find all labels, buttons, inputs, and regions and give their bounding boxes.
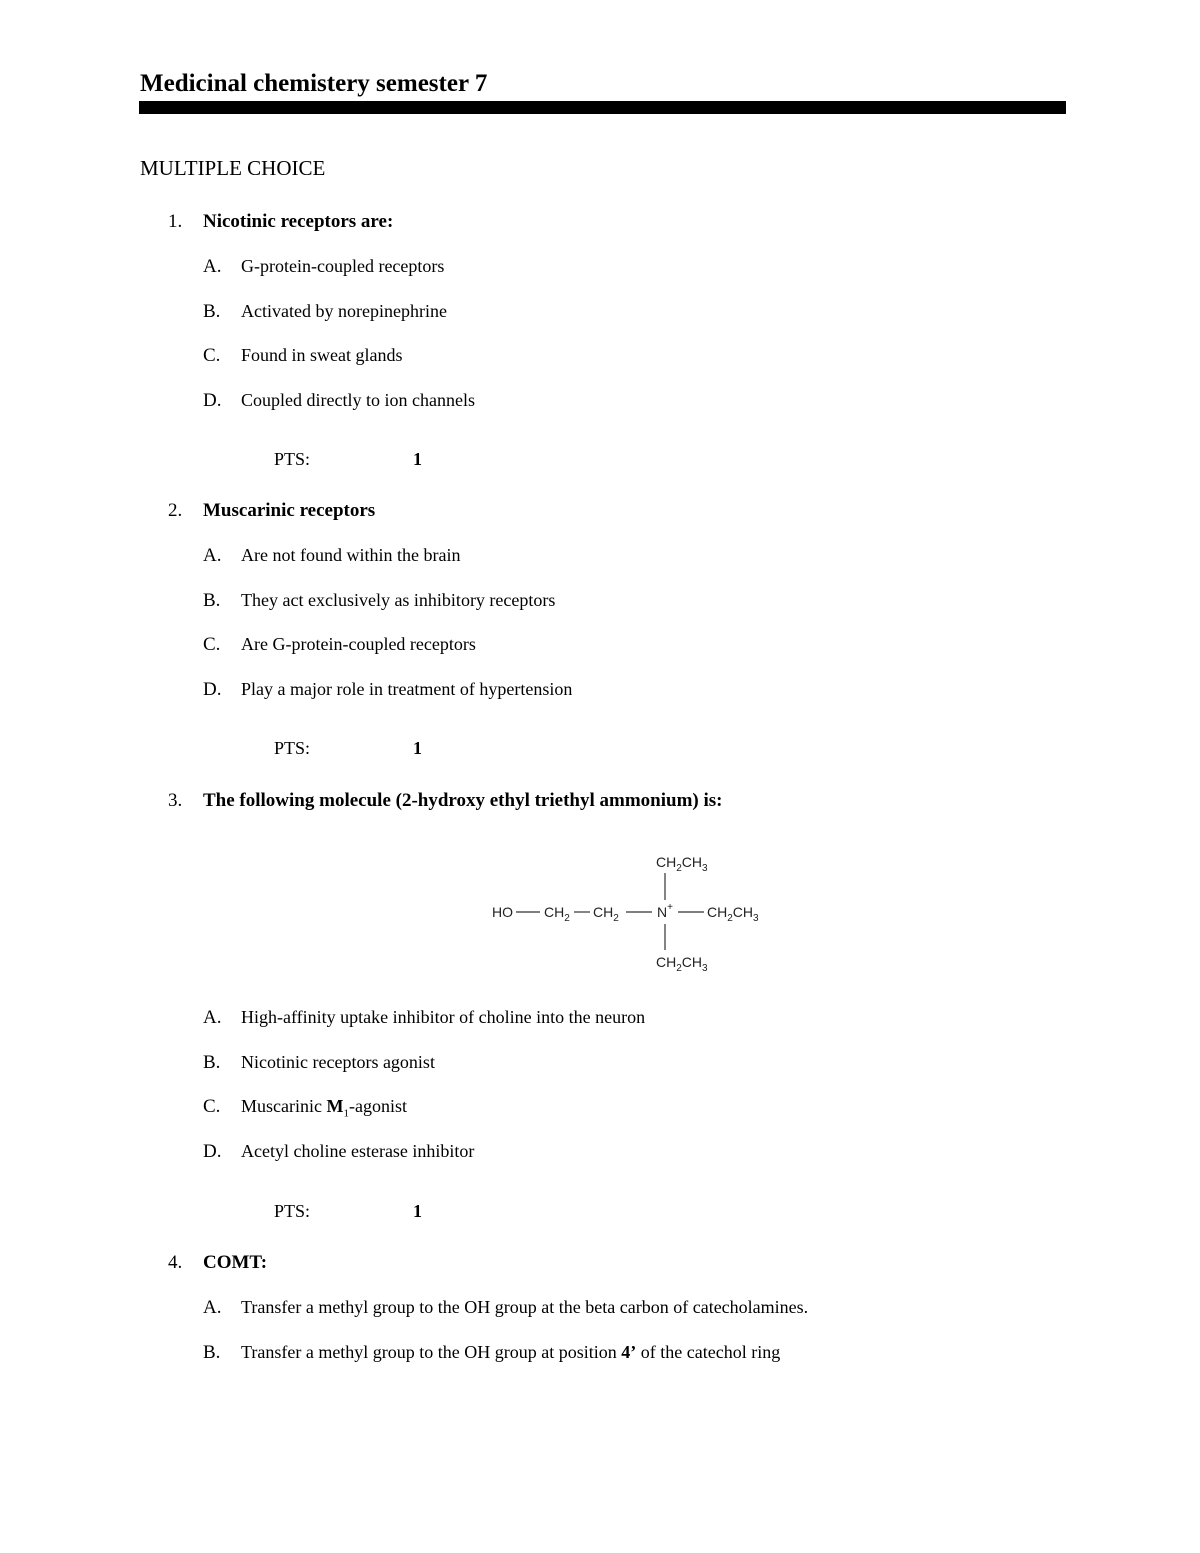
- option-text: Are G-protein-coupled receptors: [241, 634, 476, 654]
- atom-label: CH: [656, 854, 677, 870]
- option-letter: C.: [203, 634, 221, 655]
- atom-label: CH: [593, 904, 614, 920]
- title-rule: [139, 101, 1066, 114]
- question-text: The following molecule (2-hydroxy ethyl triethyl ammonium) is:: [203, 790, 723, 811]
- subscript: 3: [753, 913, 759, 924]
- question-number: 3.: [168, 790, 183, 811]
- points-value: 1: [413, 1201, 422, 1221]
- charge: +: [667, 902, 673, 913]
- option-text-part: of the catechol ring: [636, 1342, 781, 1362]
- option-letter: B.: [203, 1342, 221, 1363]
- option-text-subscript: 1: [343, 1107, 349, 1120]
- question-number: 1.: [168, 211, 183, 232]
- atom-label: N: [657, 904, 668, 920]
- option-text-part: -agonist: [348, 1096, 407, 1116]
- svg-text:CH2: [544, 904, 570, 924]
- option-text: G-protein-coupled receptors: [241, 256, 445, 276]
- option-letter: A.: [203, 545, 222, 566]
- option-text: Transfer a methyl group to the OH group at the beta carbon of catecholamines.: [241, 1297, 809, 1317]
- option-letter: B.: [203, 1052, 221, 1073]
- svg-text:CH2: [593, 904, 619, 924]
- question-number: 2.: [168, 500, 183, 521]
- atom-label: CH: [656, 954, 677, 970]
- option-letter: A.: [203, 1007, 222, 1028]
- svg-text:CH2CH3: [656, 854, 708, 874]
- option-text: Play a major role in treatment of hypertension: [241, 679, 573, 699]
- option-text-bold: M: [326, 1096, 344, 1116]
- option-letter: B.: [203, 301, 221, 322]
- option-text: Found in sweat glands: [241, 345, 403, 365]
- option-text-part: Transfer a methyl group to the OH group at position: [241, 1342, 622, 1362]
- option-letter: D.: [203, 1141, 222, 1162]
- svg-text:CH2CH3: [707, 904, 759, 924]
- section-heading: MULTIPLE CHOICE: [140, 156, 326, 180]
- subscript: 2: [676, 863, 682, 874]
- option-text: [241, 1342, 780, 1363]
- question-text: Nicotinic receptors are:: [203, 211, 394, 232]
- option-text-bold: 4’: [621, 1342, 637, 1362]
- option-letter: A.: [203, 1297, 222, 1318]
- question-text: Muscarinic receptors: [203, 500, 376, 521]
- option-text: Coupled directly to ion channels: [241, 390, 475, 410]
- points-value: 1: [413, 449, 422, 469]
- svg-text:CH2CH3: [656, 954, 708, 974]
- atom-label: CH: [732, 904, 754, 920]
- option-letter: D.: [203, 679, 222, 700]
- option-letter: B.: [203, 590, 221, 611]
- subscript: 2: [676, 963, 682, 974]
- subscript: 2: [727, 913, 733, 924]
- subscript: 2: [613, 913, 619, 924]
- question-text: COMT:: [203, 1252, 268, 1273]
- option-text: They act exclusively as inhibitory receptors: [241, 590, 556, 610]
- option-text: Are not found within the brain: [241, 545, 461, 565]
- option-text: Acetyl choline esterase inhibitor: [241, 1141, 475, 1161]
- option-letter: A.: [203, 256, 222, 277]
- option-text: Activated by norepinephrine: [241, 301, 447, 321]
- points-label: PTS:: [274, 1201, 311, 1221]
- subscript: 3: [702, 963, 708, 974]
- points-label: PTS:: [274, 738, 311, 758]
- svg-text:N+: [657, 902, 673, 920]
- molecule-structure: [480, 840, 790, 980]
- option-text: [241, 1096, 407, 1120]
- subscript: 2: [564, 913, 570, 924]
- option-text: High-affinity uptake inhibitor of choline into the neuron: [241, 1007, 646, 1027]
- option-letter: C.: [203, 1096, 221, 1117]
- atom-label: CH: [707, 904, 728, 920]
- points-label: PTS:: [274, 449, 311, 469]
- atom-label: CH: [681, 954, 703, 970]
- option-letter: C.: [203, 345, 221, 366]
- points-value: 1: [413, 738, 422, 758]
- atom-label: CH: [681, 854, 703, 870]
- subscript: 3: [702, 863, 708, 874]
- atom-label: CH: [544, 904, 565, 920]
- page-title: Medicinal chemistery semester 7: [140, 70, 488, 97]
- option-text: Nicotinic receptors agonist: [241, 1052, 435, 1072]
- option-letter: D.: [203, 390, 222, 411]
- atom-label: HO: [492, 904, 513, 920]
- question-number: 4.: [168, 1252, 183, 1273]
- option-text-part: Muscarinic: [241, 1096, 327, 1116]
